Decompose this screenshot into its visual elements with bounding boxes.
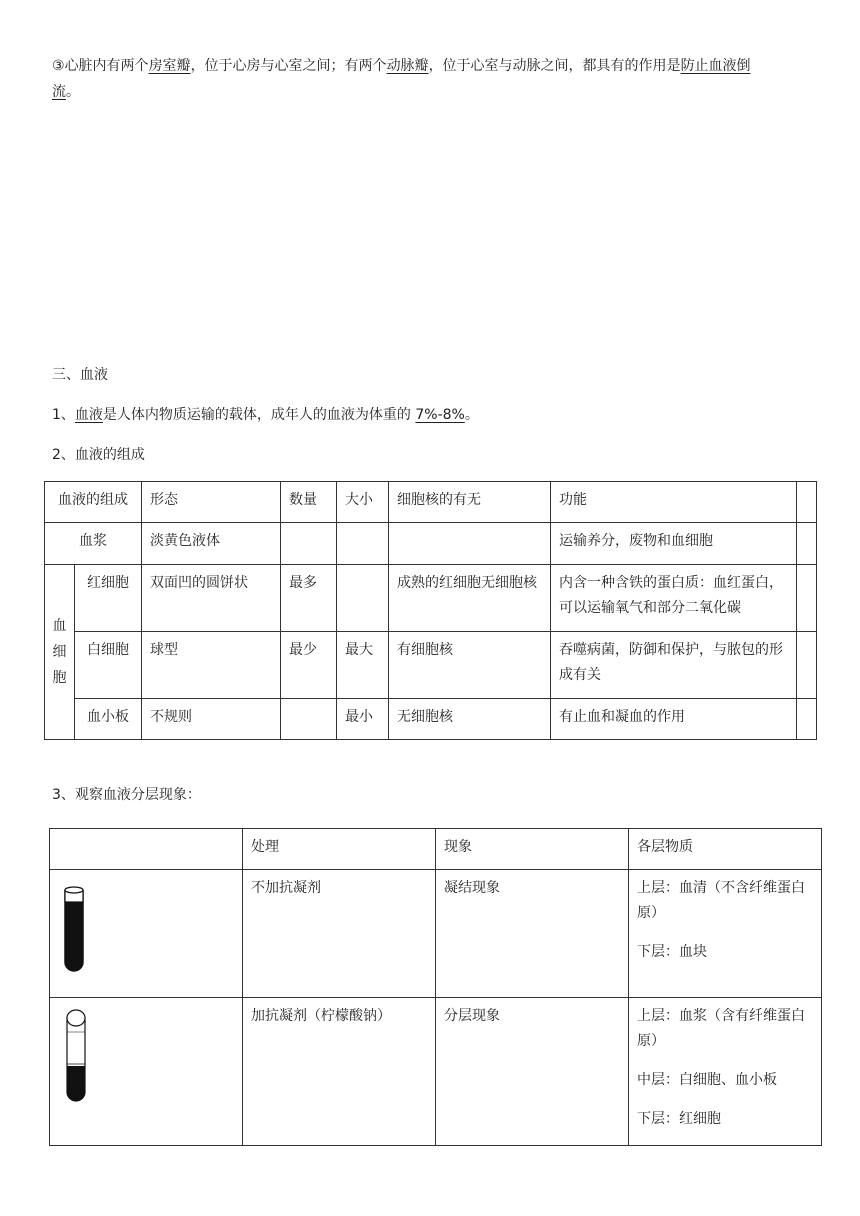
text: 1、: [52, 407, 75, 423]
tube-layered-icon: [64, 1008, 88, 1104]
header-cell: [797, 482, 817, 523]
table-row: [45, 565, 817, 632]
table-row: [50, 870, 822, 998]
cell-function: 内含一种含铁的蛋白质：血红蛋白，可以运输氧气和部分二氧化碳: [551, 565, 797, 632]
cell-count: 最少: [281, 632, 337, 699]
term-atrioventricular-valve: 房室瓣: [148, 58, 191, 74]
row-label: 红细胞: [75, 565, 142, 632]
cell-count: [281, 699, 337, 740]
paragraph-blood-intro: [52, 402, 479, 428]
header-cell: 大小: [337, 482, 389, 523]
tube-clotted-icon: [62, 884, 86, 974]
layer-text: 中层：白细胞、血小板: [637, 1072, 777, 1088]
table-row: [45, 523, 817, 565]
term-blood: 血液: [74, 407, 103, 423]
group-char: 胞: [52, 670, 67, 686]
layer-text: 下层：红细胞: [637, 1111, 721, 1127]
cell-empty: [797, 565, 817, 632]
paragraph-blood-composition: 2、血液的组成: [52, 447, 145, 463]
cell-tube: [50, 998, 243, 1146]
cell-empty: [797, 699, 817, 740]
cell-layers: [629, 870, 822, 998]
cell-count: [281, 523, 337, 565]
group-char: 血: [52, 618, 67, 634]
group-char: 细: [52, 644, 67, 660]
header-cell: 数量: [281, 482, 337, 523]
header-cell: 处理: [243, 829, 436, 870]
cell-empty: [797, 632, 817, 699]
header-cell: 现象: [436, 829, 629, 870]
cell-function: 运输养分，废物和血细胞: [551, 523, 797, 565]
row-label: 白细胞: [75, 632, 142, 699]
heart-valve-line-1: [52, 53, 751, 79]
header-cell: 血液的组成: [45, 482, 142, 523]
table-header-row: [45, 482, 817, 523]
cell-treatment: 加抗凝剂（柠檬酸钠）: [243, 998, 436, 1146]
paragraph-observe-layers: 3、观察血液分层现象：: [52, 787, 201, 803]
row-label: 血浆: [45, 523, 142, 565]
cell-empty: [797, 523, 817, 565]
table-header-row: [50, 829, 822, 870]
cell-nucleus: [389, 523, 551, 565]
header-cell: 功能: [551, 482, 797, 523]
table-row: [50, 998, 822, 1146]
cell-function: 吞噬病菌，防御和保护，与脓包的形成有关: [551, 632, 797, 699]
table-row: [45, 632, 817, 699]
blood-composition-table: [44, 481, 817, 740]
header-cell: [50, 829, 243, 870]
cell-nucleus: 有细胞核: [389, 632, 551, 699]
cell-form: 不规则: [142, 699, 281, 740]
cell-nucleus: 无细胞核: [389, 699, 551, 740]
text: ，位于心室与动脉之间，都具有的作用是: [428, 58, 681, 74]
cell-size: 最小: [337, 699, 389, 740]
text: ，位于心房与心室之间；有两个: [190, 58, 387, 74]
text: 。: [464, 407, 479, 423]
cell-nucleus: 成熟的红细胞无细胞核: [389, 565, 551, 632]
header-cell: 细胞核的有无: [389, 482, 551, 523]
group-label-blood-cells: [45, 565, 75, 740]
cell-form: 球型: [142, 632, 281, 699]
header-cell: 形态: [142, 482, 281, 523]
table-row: [45, 699, 817, 740]
header-cell: 各层物质: [629, 829, 822, 870]
circled-number: ③: [52, 58, 65, 74]
cell-phenomenon: 凝结现象: [436, 870, 629, 998]
section-heading: 三、血液: [52, 367, 108, 383]
blood-layering-table: [49, 828, 822, 1146]
cell-form: 双面凹的圆饼状: [142, 565, 281, 632]
cell-count: 最多: [281, 565, 337, 632]
text: 心脏内有两个: [64, 58, 149, 74]
cell-treatment: 不加抗凝剂: [243, 870, 436, 998]
cell-layers: [629, 998, 822, 1146]
layer-text: 下层：血块: [637, 944, 707, 960]
text: 。: [66, 84, 80, 100]
cell-size: 最大: [337, 632, 389, 699]
term-prevent-backflow-end: 流: [52, 84, 66, 100]
cell-phenomenon: 分层现象: [436, 998, 629, 1146]
text: 是人体内物质运输的载体，成年人的血液为体重的: [102, 407, 416, 423]
term-arterial-valve: 动脉瓣: [386, 58, 429, 74]
heart-valve-line-2: [52, 79, 80, 105]
row-label: 血小板: [75, 699, 142, 740]
cell-form: 淡黄色液体: [142, 523, 281, 565]
term-percent: 7%-8%: [415, 407, 465, 423]
cell-function: 有止血和凝血的作用: [551, 699, 797, 740]
layer-text: 上层：血浆（含有纤维蛋白原）: [637, 1008, 805, 1049]
cell-size: [337, 523, 389, 565]
cell-size: [337, 565, 389, 632]
layer-text: 上层：血清（不含纤维蛋白原）: [637, 880, 805, 921]
term-prevent-backflow: 防止血液倒: [680, 58, 751, 74]
cell-tube: [50, 870, 243, 998]
